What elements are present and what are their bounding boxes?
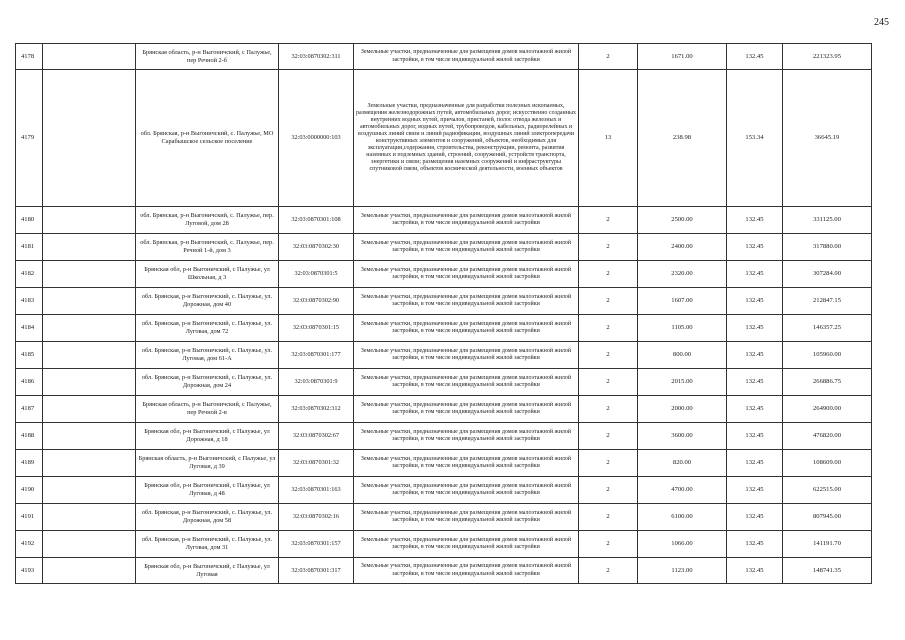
address-cell: обл. Брянская, р-н Выгоничский, с. Палужье, МО Сарабышское сельское поселение: [136, 70, 279, 207]
area-cell: 820.00: [638, 450, 727, 477]
cadastral-number-cell: 32:03:0870301:163: [279, 477, 354, 504]
land-use-cell: Земельные участки, предназначенные для размещения домов малоэтажной жилой застройки, в том числе индивидуальной жилой застройки: [354, 288, 579, 315]
cadastral-value-cell: 266886.75: [783, 369, 872, 396]
area-cell: 1671.00: [638, 44, 727, 70]
address-cell: Брянская обл, р-н Выгоничский, с Палужье, ул Дорожная, д 18: [136, 423, 279, 450]
cadastral-value-cell: 212847.15: [783, 288, 872, 315]
blank-cell: [43, 261, 136, 288]
group-cell: 2: [579, 504, 638, 531]
area-cell: 2000.00: [638, 396, 727, 423]
blank-cell: [43, 342, 136, 369]
address-cell: Брянская обл, р-н Выгоничский, с Палужье, ул Луговая, д 48: [136, 477, 279, 504]
cadastral-registry-table: [15, 43, 872, 584]
table-row: [16, 315, 872, 342]
cadastral-value-cell: 141191.70: [783, 531, 872, 558]
cadastral-number-cell: 32:03:0870301:157: [279, 531, 354, 558]
cadastral-number-cell: 32:03:0870301:9: [279, 369, 354, 396]
address-cell: Брянская область, р-н Выгоничский, с Палужье, пер Речной 2-в: [136, 396, 279, 423]
row-number: 4192: [16, 531, 43, 558]
blank-cell: [43, 288, 136, 315]
rate-cell: 132.45: [727, 477, 783, 504]
cadastral-value-cell: 146357.25: [783, 315, 872, 342]
land-use-cell: Земельные участки, предназначенные для размещения домов малоэтажной жилой застройки, в том числе индивидуальной жилой застройки: [354, 423, 579, 450]
area-cell: 1066.00: [638, 531, 727, 558]
rate-cell: 132.45: [727, 504, 783, 531]
table-row: [16, 450, 872, 477]
blank-cell: [43, 558, 136, 584]
group-cell: 2: [579, 261, 638, 288]
group-cell: 2: [579, 369, 638, 396]
cadastral-number-cell: 32:03:0870302:312: [279, 396, 354, 423]
rate-cell: 132.45: [727, 234, 783, 261]
address-cell: обл. Брянская, р-н Выгоничский, с. Палужье, ул. Дорожная, дом 40: [136, 288, 279, 315]
land-use-cell: Земельные участки, предназначенные для размещения домов малоэтажной жилой застройки, в том числе индивидуальной жилой застройки: [354, 450, 579, 477]
row-number: 4185: [16, 342, 43, 369]
cadastral-number-cell: 32:03:0870302:16: [279, 504, 354, 531]
group-cell: 2: [579, 531, 638, 558]
cadastral-value-cell: 331125.00: [783, 207, 872, 234]
land-use-cell: Земельные участки, предназначенные для размещения домов малоэтажной жилой застройки, в том числе индивидуальной жилой застройки: [354, 396, 579, 423]
blank-cell: [43, 369, 136, 396]
address-cell: обл. Брянская, р-н Выгоничский, с. Палужье, пер. Речной 1-й, дом 3: [136, 234, 279, 261]
cadastral-number-cell: 32:03:0000000:103: [279, 70, 354, 207]
table-row: [16, 423, 872, 450]
address-cell: обл. Брянская, р-н Выгоничский, с. Палужье, пер. Луговой, дом 28: [136, 207, 279, 234]
cadastral-number-cell: 32:03:0870302:67: [279, 423, 354, 450]
area-cell: 2400.00: [638, 234, 727, 261]
cadastral-value-cell: 317880.00: [783, 234, 872, 261]
blank-cell: [43, 423, 136, 450]
table-row: [16, 288, 872, 315]
land-use-cell: Земельные участки, предназначенные для размещения домов малоэтажной жилой застройки, в том числе индивидуальной жилой застройки: [354, 261, 579, 288]
table-row: [16, 396, 872, 423]
row-number: 4179: [16, 70, 43, 207]
group-cell: 2: [579, 558, 638, 584]
blank-cell: [43, 44, 136, 70]
cadastral-number-cell: 32:03:0870301:317: [279, 558, 354, 584]
blank-cell: [43, 450, 136, 477]
group-cell: 2: [579, 450, 638, 477]
address-cell: обл. Брянская, р-н Выгоничский, с. Палужье, ул. Дорожная, дом 24: [136, 369, 279, 396]
blank-cell: [43, 315, 136, 342]
land-use-cell: Земельные участки, предназначенные для размещения домов малоэтажной жилой застройки, в том числе индивидуальной жилой застройки: [354, 504, 579, 531]
area-cell: 2320.00: [638, 261, 727, 288]
row-number: 4186: [16, 369, 43, 396]
table-row: [16, 342, 872, 369]
row-number: 4180: [16, 207, 43, 234]
area-cell: 4700.00: [638, 477, 727, 504]
land-use-cell: Земельные участки, предназначенные для размещения домов малоэтажной жилой застройки, в том числе индивидуальной жилой застройки: [354, 531, 579, 558]
blank-cell: [43, 207, 136, 234]
cadastral-number-cell: 32:03:0870301:177: [279, 342, 354, 369]
area-cell: 1105.00: [638, 315, 727, 342]
area-cell: 1123.00: [638, 558, 727, 584]
group-cell: 2: [579, 315, 638, 342]
rate-cell: 132.45: [727, 315, 783, 342]
rate-cell: 132.45: [727, 261, 783, 288]
address-cell: Брянская область, р-н Выгоничский, с Палужье, ул Луговая, д 39: [136, 450, 279, 477]
cadastral-number-cell: 32:03:0870301:15: [279, 315, 354, 342]
land-use-cell: Земельные участки, предназначенные для размещения домов малоэтажной жилой застройки, в том числе индивидуальной жилой застройки: [354, 315, 579, 342]
area-cell: 1607.00: [638, 288, 727, 315]
area-cell: 238.98: [638, 70, 727, 207]
blank-cell: [43, 396, 136, 423]
table-row: [16, 44, 872, 70]
rate-cell: 132.45: [727, 207, 783, 234]
row-number: 4187: [16, 396, 43, 423]
cadastral-value-cell: 108609.00: [783, 450, 872, 477]
cadastral-value-cell: 264900.00: [783, 396, 872, 423]
cadastral-value-cell: 105960.00: [783, 342, 872, 369]
row-number: 4191: [16, 504, 43, 531]
cadastral-value-cell: 307284.00: [783, 261, 872, 288]
table-row: [16, 369, 872, 396]
table-row: [16, 234, 872, 261]
group-cell: 2: [579, 207, 638, 234]
land-use-cell: Земельные участки, предназначенные для размещения домов малоэтажной жилой застройки, в том числе индивидуальной жилой застройки: [354, 44, 579, 70]
rate-cell: 132.45: [727, 44, 783, 70]
row-number: 4189: [16, 450, 43, 477]
land-use-cell: Земельные участки, предназначенные для размещения домов малоэтажной жилой застройки, в том числе индивидуальной жилой застройки: [354, 207, 579, 234]
rate-cell: 132.45: [727, 450, 783, 477]
table-row: [16, 207, 872, 234]
blank-cell: [43, 234, 136, 261]
group-cell: 2: [579, 477, 638, 504]
table-row: [16, 558, 872, 584]
table-row: [16, 504, 872, 531]
cadastral-number-cell: 32:03:0870301:32: [279, 450, 354, 477]
row-number: 4178: [16, 44, 43, 70]
row-number: 4182: [16, 261, 43, 288]
page-number: 245: [874, 17, 889, 28]
address-cell: Брянская область, р-н Выгоничский, с Палужье, пер Речной 2-б: [136, 44, 279, 70]
land-use-cell: Земельные участки, предназначенные для размещения домов малоэтажной жилой застройки, в том числе индивидуальной жилой застройки: [354, 234, 579, 261]
address-cell: обл. Брянская, р-н Выгоничский, с. Палужье, ул. Луговая, дом 72: [136, 315, 279, 342]
cadastral-number-cell: 32:03:0870301:108: [279, 207, 354, 234]
land-use-cell: Земельные участки, предназначенные для размещения домов малоэтажной жилой застройки, в том числе индивидуальной жилой застройки: [354, 477, 579, 504]
address-cell: обл. Брянская, р-н Выгоничский, с. Палужье, ул. Дорожная, дом 58: [136, 504, 279, 531]
cadastral-value-cell: 221323.95: [783, 44, 872, 70]
group-cell: 2: [579, 396, 638, 423]
blank-cell: [43, 531, 136, 558]
cadastral-value-cell: 807945.00: [783, 504, 872, 531]
address-cell: Брянская обл, р-н Выгоничский, с Палужье, ул Школьная, д 3: [136, 261, 279, 288]
table-row: [16, 477, 872, 504]
area-cell: 2500.00: [638, 207, 727, 234]
group-cell: 2: [579, 342, 638, 369]
area-cell: 3600.00: [638, 423, 727, 450]
address-cell: обл. Брянская, р-н Выгоничский, с. Палужье, ул. Луговая, дом 61-А: [136, 342, 279, 369]
group-cell: 2: [579, 44, 638, 70]
rate-cell: 132.45: [727, 342, 783, 369]
rate-cell: 132.45: [727, 369, 783, 396]
row-number: 4188: [16, 423, 43, 450]
cadastral-value-cell: 36645.19: [783, 70, 872, 207]
cadastral-value-cell: 622515.00: [783, 477, 872, 504]
cadastral-number-cell: 32:03:0870302:90: [279, 288, 354, 315]
rate-cell: 153.34: [727, 70, 783, 207]
table-row: [16, 261, 872, 288]
cadastral-value-cell: 476820.00: [783, 423, 872, 450]
rate-cell: 132.45: [727, 558, 783, 584]
table-row: [16, 70, 872, 207]
row-number: 4183: [16, 288, 43, 315]
group-cell: 2: [579, 288, 638, 315]
address-cell: Брянская обл, р-н Выгоничский, с Палужье, ул Луговая: [136, 558, 279, 584]
cadastral-number-cell: 32:03:0870302:311: [279, 44, 354, 70]
row-number: 4181: [16, 234, 43, 261]
cadastral-value-cell: 148741.35: [783, 558, 872, 584]
group-cell: 2: [579, 234, 638, 261]
blank-cell: [43, 70, 136, 207]
cadastral-number-cell: 32:03:0870301:5: [279, 261, 354, 288]
rate-cell: 132.45: [727, 423, 783, 450]
blank-cell: [43, 477, 136, 504]
land-use-cell: Земельные участки, предназначенные для разработки полезных ископаемых, размещения железнодорожных путей, автомобильных дорог, искусственно созданных внутренних водных путей, причалов, пристаней, полос отвода железных и автомобильных дорог, водных путей, трубопроводов, кабельных, радиорелейных и воздушных линий связи и линий радиофикации, воздушных линий электропередачи конструктивных элементов и сооружений, объектов, необходимых для эксплуатации,содержания, строительства, реконструкции, ремонта, развития наземных и подземных зданий, строений, сооружений, устройств транспорта, энергетики и связи; размещения наземных сооружений и инфраструктуры спутниковой связи, объектов космической деятельности, военных объектов: [354, 70, 579, 207]
row-number: 4190: [16, 477, 43, 504]
land-use-cell: Земельные участки, предназначенные для размещения домов малоэтажной жилой застройки, в том числе индивидуальной жилой застройки: [354, 342, 579, 369]
group-cell: 13: [579, 70, 638, 207]
area-cell: 800.00: [638, 342, 727, 369]
rate-cell: 132.45: [727, 531, 783, 558]
land-use-cell: Земельные участки, предназначенные для размещения домов малоэтажной жилой застройки, в том числе индивидуальной жилой застройки: [354, 558, 579, 584]
address-cell: обл. Брянская, р-н Выгоничский, с. Палужье, ул. Луговая, дом 31: [136, 531, 279, 558]
table-row: [16, 531, 872, 558]
land-use-cell: Земельные участки, предназначенные для размещения домов малоэтажной жилой застройки, в том числе индивидуальной жилой застройки: [354, 369, 579, 396]
rate-cell: 132.45: [727, 288, 783, 315]
group-cell: 2: [579, 423, 638, 450]
blank-cell: [43, 504, 136, 531]
rate-cell: 132.45: [727, 396, 783, 423]
cadastral-number-cell: 32:03:0870302:30: [279, 234, 354, 261]
row-number: 4184: [16, 315, 43, 342]
row-number: 4193: [16, 558, 43, 584]
area-cell: 6100.00: [638, 504, 727, 531]
area-cell: 2015.00: [638, 369, 727, 396]
